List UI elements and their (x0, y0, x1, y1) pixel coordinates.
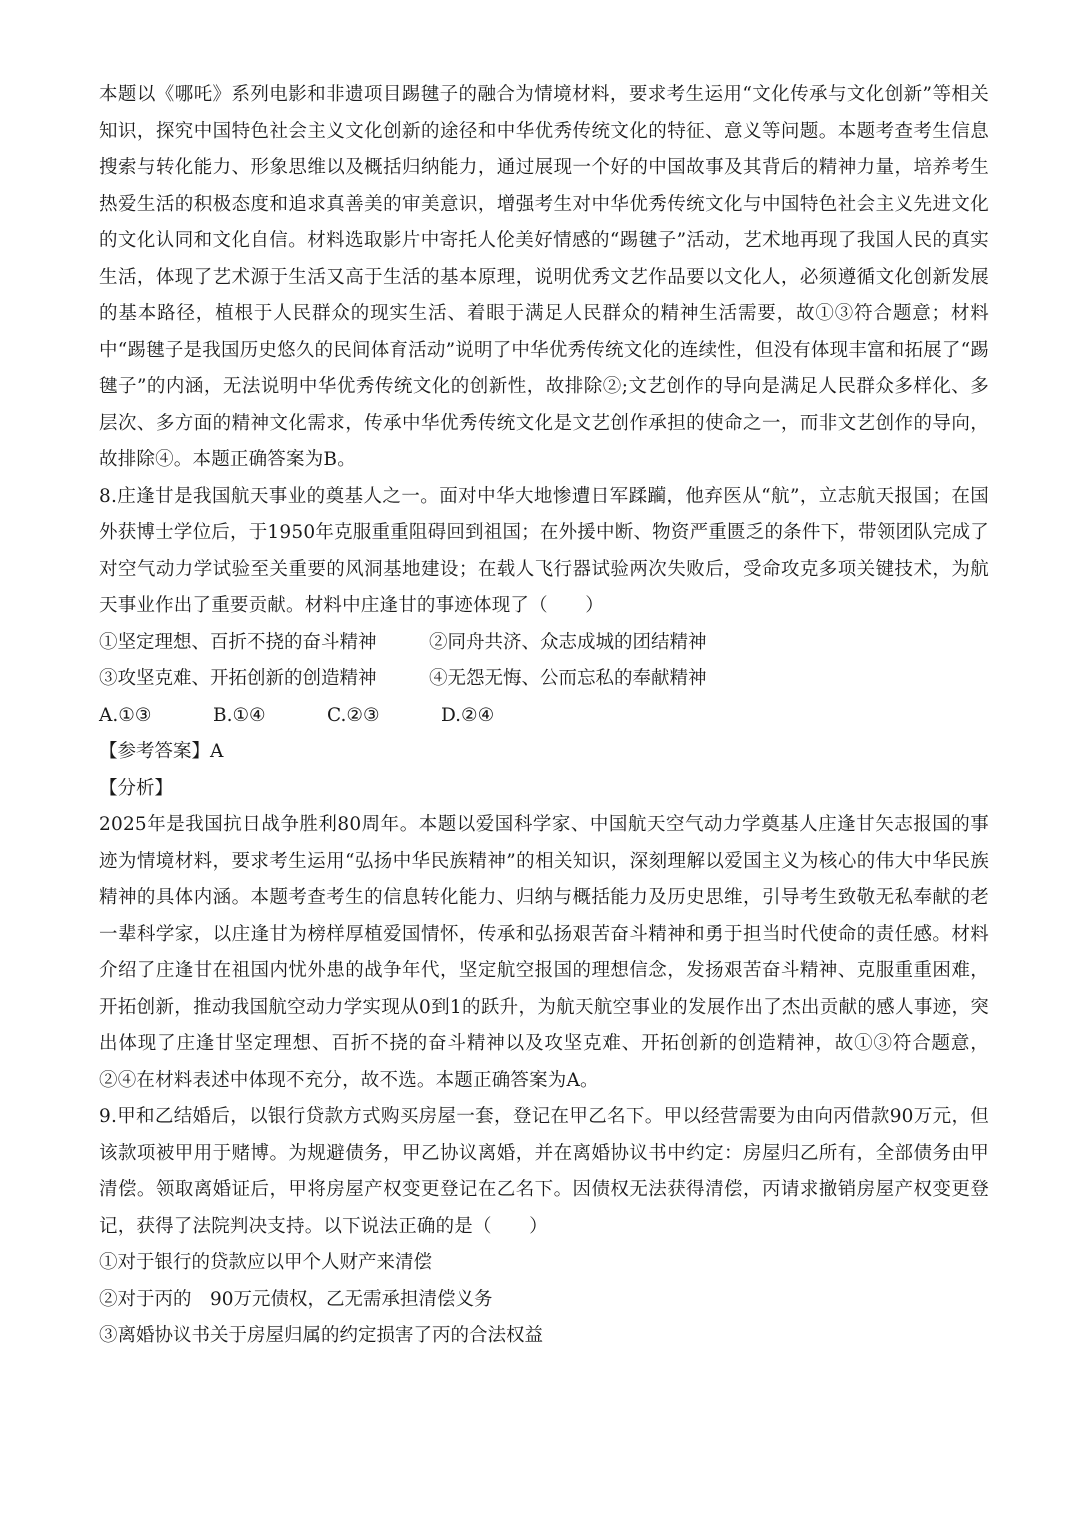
q8-analysis-label: 【分析】 (99, 777, 174, 799)
q9-statement-3: ③离婚协议书关于房屋归属的约定损害了丙的合法权益 (99, 1325, 544, 1346)
q9-statement-1: ①对于银行的贷款应以甲个人财产来清偿 (99, 1252, 433, 1273)
q9-statement-2: ②对于丙的 90万元债权，乙无需承担清偿义务 (99, 1288, 493, 1310)
q8-choice-d: D.②④ (441, 704, 495, 726)
document-body (99, 77, 989, 1355)
q8-option-2: ②同舟共济、众志成城的团结精神 (429, 631, 707, 653)
q8-choices (99, 698, 989, 735)
q8-options-row-1 (99, 625, 989, 662)
q8-answer-label: 【参考答案】A (99, 741, 224, 762)
q7-analysis-paragraph: 本题以《哪吒》系列电影和非遗项目踢毽子的融合为情境材料，要求考生运用“文化传承与文化创新”等相关知识，探究中国特色社会主义文化创新的途径和中华优秀传统文化的特征、意义等问题。本题考查考生信息搜索与转化能力、形象思维以及概括归纳能力，通过展现一个好的中国故事及其背后的精神力量，培养考生热爱生活的积极态度和追求真善美的审美意识，增强考生对中华优秀传统文化与中国特色社会主义先进文化的文化认同和文化自信。材料选取影片中寄托人伦美好情感的“踢毽子”活动，艺术地再现了我国人民的真实生活，体现了艺术源于生活又高于生活的基本原理，说明优秀文艺作品要以文化人，必须遵循文化创新发展的基本路径，植根于人民群众的现实生活、着眼于满足人民群众的精神生活需要，故①③符合题意；材料中“踢毽子是我国历史悠久的民间体育活动”说明了中华优秀传统文化的连续性，但没有体现丰富和拓展了“踢毽子”的内涵，无法说明中华优秀传统文化的创新性，故排除②;文艺创作的导向是满足人民群众多样化、多层次、多方面的精神文化需求，传承中华优秀传统文化是文艺创作承担的使命之一，而非文艺创作的导向，故排除④。本题正确答案为B。 (99, 84, 989, 470)
q9-stem: 9.甲和乙结婚后，以银行贷款方式购买房屋一套，登记在甲乙名下。甲以经营需要为由向丙借款90万元，但该款项被甲用于赌博。为规避债务，甲乙协议离婚，并在离婚协议书中约定：房屋归乙所有，全部债务由甲清偿。领取离婚证后，甲将房屋产权变更登记在乙名下。因债权无法获得清偿，丙请求撤销房屋产权变更登记，获得了法院判决支持。以下说法正确的是（ ） (99, 1106, 989, 1237)
q8-option-1: ①坚定理想、百折不挠的奋斗精神 (99, 631, 377, 653)
q8-option-3: ③攻坚克难、开拓创新的创造精神 (99, 668, 377, 689)
q8-stem: 8.庄逢甘是我国航天事业的奠基人之一。面对中华大地惨遭日军蹂躏，他弃医从“航”，立志航天报国；在国外获博士学位后，于1950年克服重重阻碍回到祖国；在外援中断、物资严重匮乏的条件下，带领团队完成了对空气动力学试验至关重要的风洞基地建设；在载人飞行器试验两次失败后，受命攻克多项关键技术，为航天事业作出了重要贡献。材料中庄逢甘的事迹体现了（ ） (99, 485, 989, 616)
q8-choice-a: A.①③ (99, 704, 152, 726)
q8-choice-b: B.①④ (213, 704, 266, 726)
q8-analysis-paragraph: 2025年是我国抗日战争胜利80周年。本题以爱国科学家、中国航天空气动力学奠基人庄逢甘矢志报国的事迹为情境材料，要求考生运用“弘扬中华民族精神”的相关知识，深刻理解以爱国主义为核心的伟大中华民族精神的具体内涵。本题考查考生的信息转化能力、归纳与概括能力及历史思维，引导考生致敬无私奉献的老一辈科学家，以庄逢甘为榜样厚植爱国情怀，传承和弘扬艰苦奋斗精神和勇于担当时代使命的责任感。材料介绍了庄逢甘在祖国内忧外患的战争年代，坚定航空报国的理想信念，发扬艰苦奋斗精神、克服重重困难，开拓创新，推动我国航空动力学实现从0到1的跃升，为航天航空事业的发展作出了杰出贡献的感人事迹，突出体现了庄逢甘坚定理想、百折不挠的奋斗精神以及攻坚克难、开拓创新的创造精神，故①③符合题意，②④在材料表述中体现不充分，故不选。本题正确答案为A。 (99, 814, 989, 1091)
q8-options-row-2 (99, 661, 989, 698)
q8-option-4: ④无怨无悔、公而忘私的奉献精神 (429, 668, 707, 689)
q8-choice-c: C.②③ (327, 704, 380, 726)
